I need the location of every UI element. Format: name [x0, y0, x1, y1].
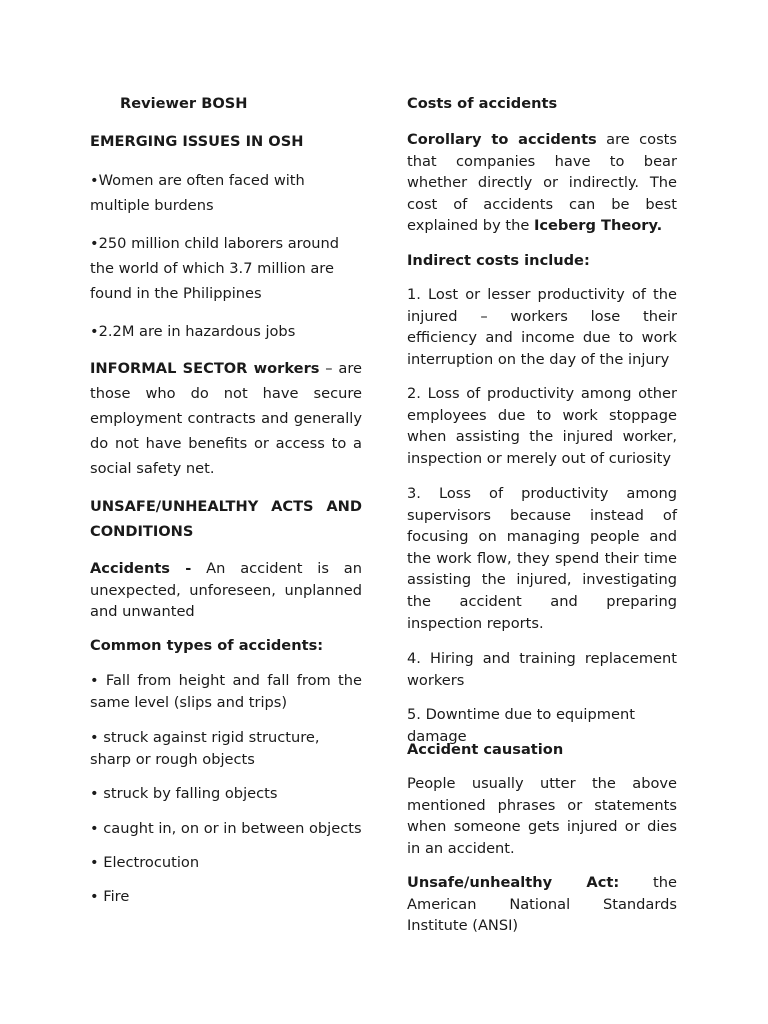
iceberg-theory: Iceberg Theory. — [533, 217, 663, 235]
list-item: • caught in, on or in between objects — [90, 820, 362, 837]
informal-sector-text: – are those who do not have secure employment contracts and generally do not have benefits or access to a social safety net. — [90, 360, 362, 477]
bullet-hazardous-jobs: •2.2M are in hazardous jobs — [90, 323, 296, 340]
list-item: 1. Lost or lesser productivity of the injured – workers lose their efficiency and income due to work interruption on the day of the injury — [407, 286, 677, 368]
paragraph-unsafe-act — [407, 872, 677, 937]
document-title: Reviewer BOSH — [120, 95, 248, 112]
list-item: • Fire — [90, 888, 130, 905]
corollary-text: are costs that companies have to bear whether directly or indirectly. The cost of accidents can be best explained by the — [407, 131, 677, 235]
accidents-text: An accident is an unexpected, unforeseen, unplanned and unwanted — [90, 560, 362, 621]
heading-indirect-costs: Indirect costs include: — [407, 252, 590, 269]
paragraph-corollary — [407, 129, 677, 237]
list-item: 3. Loss of productivity among supervisors because instead of focusing on managing people and the work flow, they spend their time assisting the injured, investigating the accident and preparing inspection reports. — [407, 485, 677, 632]
bullet-child-laborers: •250 million child laborers around the world of which 3.7 million are found in the Philippines — [90, 235, 340, 302]
heading-common-types: Common types of accidents: — [90, 637, 324, 654]
informal-sector-label: INFORMAL SECTOR workers — [90, 360, 320, 377]
list-item: • Electrocution — [90, 854, 200, 871]
heading-unsafe-acts-line1: UNSAFE/UNHEALTHY ACTS AND — [90, 498, 362, 515]
heading-accident-causation: Accident causation — [407, 741, 564, 758]
paragraph-informal-sector — [90, 356, 362, 481]
list-item: 5. Downtime due to equipment damage — [407, 706, 635, 745]
unsafe-act-label: Unsafe/unhealthy Act: — [407, 874, 620, 891]
accidents-label: Accidents - — [90, 560, 192, 577]
list-item: • struck against rigid structure, sharp or rough objects — [90, 729, 320, 768]
unsafe-act-text: the American National Standards Institute (ANSI) — [407, 874, 677, 935]
paragraph-accidents-definition — [90, 558, 362, 623]
heading-costs-of-accidents: Costs of accidents — [407, 95, 558, 112]
bullet-women-burdens: •Women are often faced with multiple burdens — [90, 172, 305, 214]
corollary-label: Corollary to accidents — [407, 131, 597, 148]
heading-emerging-issues: EMERGING ISSUES IN OSH — [90, 133, 304, 150]
heading-unsafe-acts-line2: CONDITIONS — [90, 523, 194, 540]
list-item: • Fall from height and fall from the same level (slips and trips) — [90, 672, 362, 711]
list-item: 2. Loss of productivity among other employees due to work stoppage when assisting the injured worker, inspection or merely out of curiosity — [407, 385, 677, 467]
list-item: • struck by falling objects — [90, 785, 278, 802]
paragraph-causation: People usually utter the above mentioned phrases or statements when someone gets injured or dies in an accident. — [407, 775, 677, 857]
list-item: 4. Hiring and training replacement workers — [407, 650, 677, 689]
